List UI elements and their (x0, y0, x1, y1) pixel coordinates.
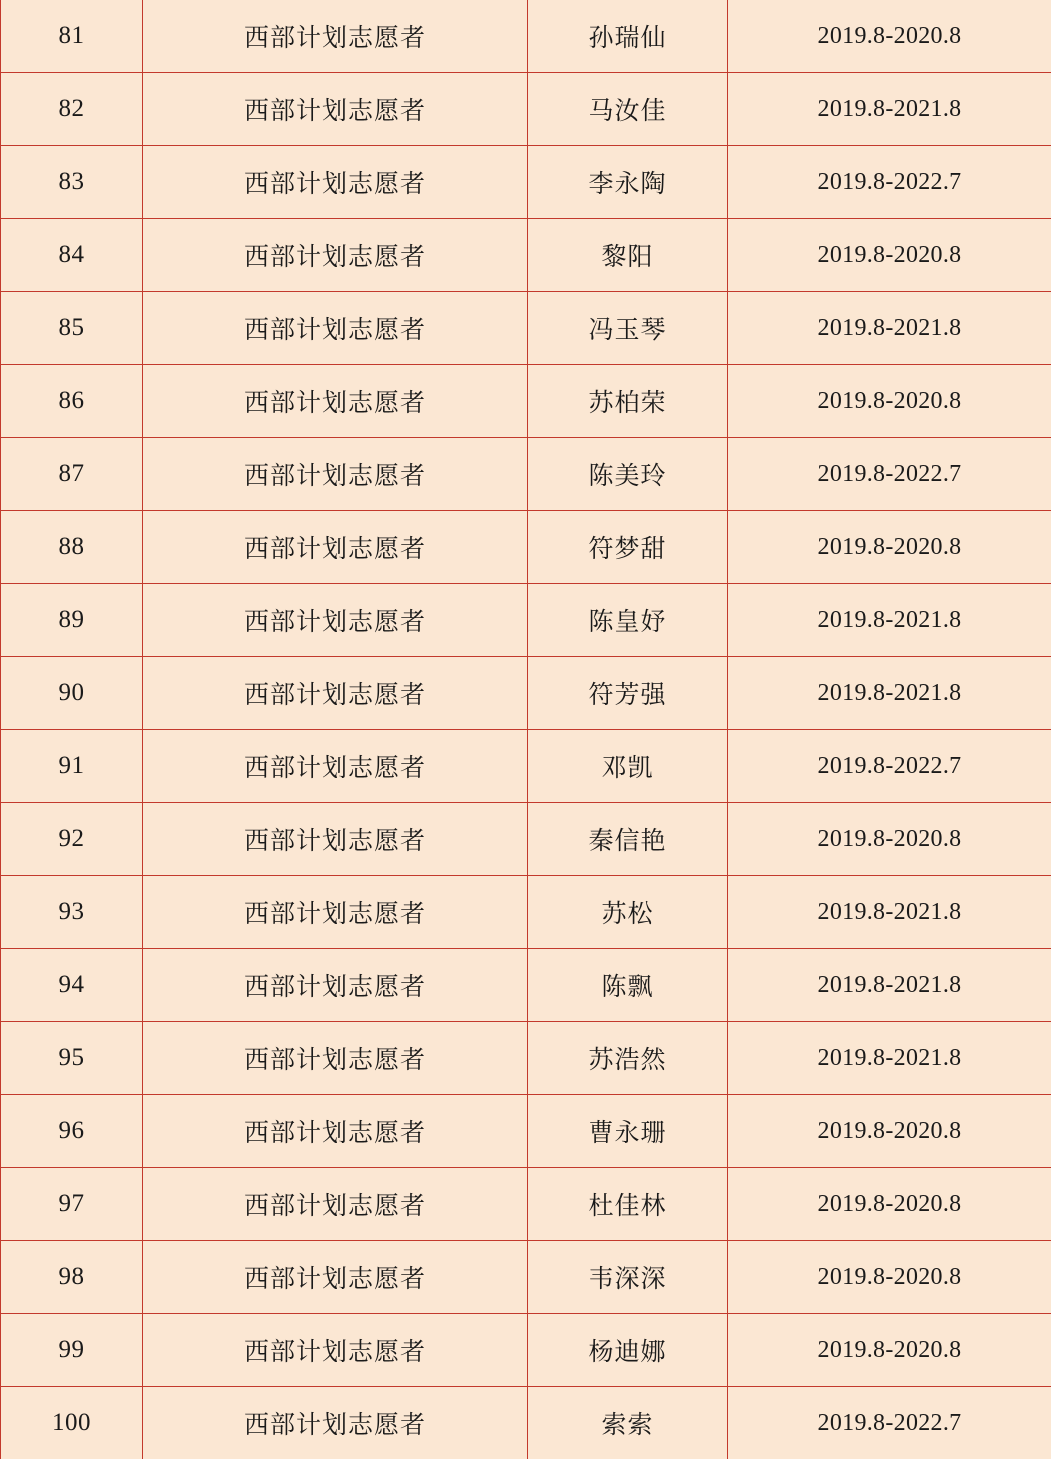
row-name-cell: 韦深深 (528, 1241, 728, 1314)
row-name-cell: 苏松 (528, 876, 728, 949)
row-name-cell: 曹永珊 (528, 1095, 728, 1168)
row-role-cell: 西部计划志愿者 (143, 219, 528, 292)
row-term-cell: 2019.8-2021.8 (728, 876, 1051, 949)
table-row (1, 1241, 1051, 1314)
row-index-cell: 84 (1, 219, 143, 292)
row-name-cell: 孙瑞仙 (528, 0, 728, 73)
row-role-cell: 西部计划志愿者 (143, 1241, 528, 1314)
row-term-cell: 2019.8-2020.8 (728, 0, 1051, 73)
row-name-cell: 邓凯 (528, 730, 728, 803)
row-index-cell: 93 (1, 876, 143, 949)
table-row (1, 657, 1051, 730)
row-role-cell: 西部计划志愿者 (143, 365, 528, 438)
row-index-cell: 83 (1, 146, 143, 219)
row-term-cell: 2019.8-2020.8 (728, 803, 1051, 876)
row-name-cell: 黎阳 (528, 219, 728, 292)
row-term-cell: 2019.8-2021.8 (728, 292, 1051, 365)
row-role-cell: 西部计划志愿者 (143, 0, 528, 73)
row-index-cell: 100 (1, 1387, 143, 1459)
row-index-cell: 87 (1, 438, 143, 511)
row-name-cell: 符梦甜 (528, 511, 728, 584)
row-role-cell: 西部计划志愿者 (143, 438, 528, 511)
table-row (1, 146, 1051, 219)
row-name-cell: 杨迪娜 (528, 1314, 728, 1387)
table-row (1, 511, 1051, 584)
row-term-cell: 2019.8-2020.8 (728, 511, 1051, 584)
table-row (1, 1168, 1051, 1241)
row-name-cell: 陈美玲 (528, 438, 728, 511)
row-index-cell: 92 (1, 803, 143, 876)
table-row (1, 584, 1051, 657)
row-index-cell: 96 (1, 1095, 143, 1168)
row-role-cell: 西部计划志愿者 (143, 876, 528, 949)
row-name-cell: 陈飘 (528, 949, 728, 1022)
row-term-cell: 2019.8-2022.7 (728, 438, 1051, 511)
row-index-cell: 81 (1, 0, 143, 73)
row-name-cell: 符芳强 (528, 657, 728, 730)
row-name-cell: 秦信艳 (528, 803, 728, 876)
row-name-cell: 冯玉琴 (528, 292, 728, 365)
row-role-cell: 西部计划志愿者 (143, 292, 528, 365)
row-term-cell: 2019.8-2021.8 (728, 73, 1051, 146)
table-row (1, 1314, 1051, 1387)
row-term-cell: 2019.8-2020.8 (728, 365, 1051, 438)
row-role-cell: 西部计划志愿者 (143, 657, 528, 730)
table-row (1, 219, 1051, 292)
row-term-cell: 2019.8-2020.8 (728, 1168, 1051, 1241)
row-index-cell: 94 (1, 949, 143, 1022)
table-row (1, 1022, 1051, 1095)
row-name-cell: 苏柏荣 (528, 365, 728, 438)
table-row (1, 438, 1051, 511)
row-index-cell: 97 (1, 1168, 143, 1241)
row-name-cell: 苏浩然 (528, 1022, 728, 1095)
row-name-cell: 杜佳林 (528, 1168, 728, 1241)
row-term-cell: 2019.8-2021.8 (728, 1022, 1051, 1095)
row-term-cell: 2019.8-2020.8 (728, 1095, 1051, 1168)
table-row (1, 73, 1051, 146)
row-role-cell: 西部计划志愿者 (143, 1314, 528, 1387)
row-index-cell: 90 (1, 657, 143, 730)
row-index-cell: 91 (1, 730, 143, 803)
table-row (1, 803, 1051, 876)
table-row (1, 949, 1051, 1022)
table-row (1, 1095, 1051, 1168)
row-term-cell: 2019.8-2021.8 (728, 949, 1051, 1022)
row-index-cell: 82 (1, 73, 143, 146)
row-role-cell: 西部计划志愿者 (143, 803, 528, 876)
row-name-cell: 陈皇妤 (528, 584, 728, 657)
table-row (1, 1387, 1051, 1459)
row-role-cell: 西部计划志愿者 (143, 1168, 528, 1241)
row-role-cell: 西部计划志愿者 (143, 949, 528, 1022)
row-index-cell: 88 (1, 511, 143, 584)
table-row (1, 365, 1051, 438)
row-term-cell: 2019.8-2020.8 (728, 219, 1051, 292)
row-index-cell: 85 (1, 292, 143, 365)
row-name-cell: 李永陶 (528, 146, 728, 219)
row-role-cell: 西部计划志愿者 (143, 1095, 528, 1168)
row-index-cell: 86 (1, 365, 143, 438)
table-row (1, 876, 1051, 949)
table-row (1, 292, 1051, 365)
row-index-cell: 95 (1, 1022, 143, 1095)
row-index-cell: 99 (1, 1314, 143, 1387)
row-term-cell: 2019.8-2020.8 (728, 1241, 1051, 1314)
row-term-cell: 2019.8-2021.8 (728, 657, 1051, 730)
row-role-cell: 西部计划志愿者 (143, 1022, 528, 1095)
row-term-cell: 2019.8-2022.7 (728, 730, 1051, 803)
row-role-cell: 西部计划志愿者 (143, 730, 528, 803)
row-index-cell: 98 (1, 1241, 143, 1314)
roster-body (1, 0, 1051, 1459)
row-name-cell: 马汝佳 (528, 73, 728, 146)
row-term-cell: 2019.8-2022.7 (728, 146, 1051, 219)
row-role-cell: 西部计划志愿者 (143, 146, 528, 219)
table-row (1, 0, 1051, 73)
row-index-cell: 89 (1, 584, 143, 657)
row-role-cell: 西部计划志愿者 (143, 584, 528, 657)
row-role-cell: 西部计划志愿者 (143, 511, 528, 584)
row-term-cell: 2019.8-2021.8 (728, 584, 1051, 657)
row-name-cell: 索索 (528, 1387, 728, 1459)
row-term-cell: 2019.8-2022.7 (728, 1387, 1051, 1459)
row-role-cell: 西部计划志愿者 (143, 1387, 528, 1459)
table-row (1, 730, 1051, 803)
row-role-cell: 西部计划志愿者 (143, 73, 528, 146)
row-term-cell: 2019.8-2020.8 (728, 1314, 1051, 1387)
